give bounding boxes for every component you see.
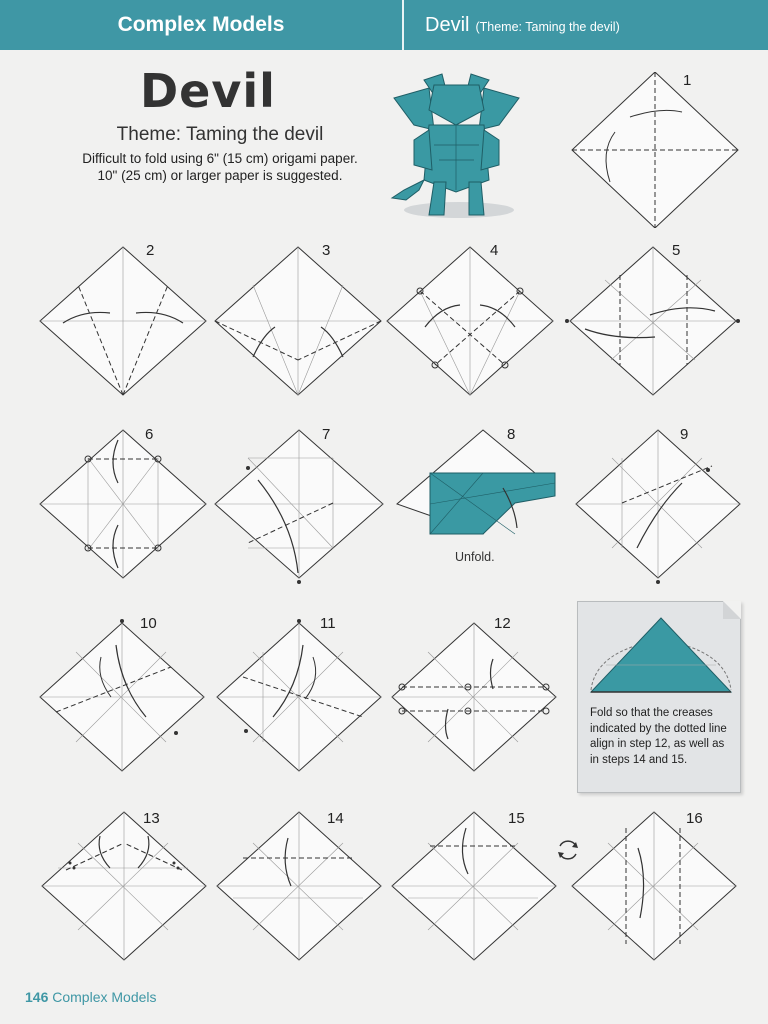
step-7-diagram bbox=[213, 428, 385, 586]
page-number: 146 bbox=[25, 989, 49, 1005]
step-number: 1 bbox=[683, 72, 692, 89]
step-1-diagram bbox=[570, 72, 740, 228]
footer-section: Complex Models bbox=[52, 989, 157, 1005]
difficulty-note bbox=[30, 150, 410, 184]
step-number: 9 bbox=[680, 426, 689, 443]
step-8-note: Unfold. bbox=[455, 550, 495, 564]
header-model-name: Devil bbox=[425, 13, 470, 36]
step-11-diagram bbox=[213, 617, 385, 775]
step-number: 12 bbox=[494, 615, 511, 632]
step-number: 8 bbox=[507, 426, 516, 443]
step-number: 10 bbox=[140, 615, 157, 632]
step-6-diagram bbox=[38, 428, 208, 580]
step-2-diagram bbox=[38, 245, 208, 397]
page-footer bbox=[25, 989, 157, 1005]
step-number: 5 bbox=[672, 242, 681, 259]
step-8-diagram bbox=[395, 428, 560, 540]
step-number: 3 bbox=[322, 242, 331, 259]
step-12-diagram bbox=[388, 617, 560, 775]
step-13-diagram bbox=[38, 808, 210, 966]
step-3-diagram bbox=[213, 245, 383, 397]
step-9-diagram bbox=[572, 428, 744, 586]
step-14-diagram bbox=[213, 808, 385, 966]
step-number: 15 bbox=[508, 810, 525, 827]
step-15-diagram bbox=[388, 808, 560, 966]
page-title: Devil bbox=[140, 64, 276, 118]
callout-text: Fold so that the creases indicated by the dotted line align in step 12, as well as in steps 14 and 15. bbox=[590, 707, 727, 766]
step-number: 16 bbox=[686, 810, 703, 827]
step-10-diagram bbox=[36, 617, 208, 775]
header-divider bbox=[402, 0, 404, 50]
header-section-title: Complex Models bbox=[117, 13, 285, 36]
step-number: 7 bbox=[322, 426, 331, 443]
step-number: 6 bbox=[145, 426, 154, 443]
step-4-diagram bbox=[385, 245, 555, 397]
step-number: 14 bbox=[327, 810, 344, 827]
step-5-diagram bbox=[565, 245, 740, 397]
devil-model-photo bbox=[384, 70, 529, 220]
difficulty-line-2: 10" (25 cm) or larger paper is suggested. bbox=[97, 168, 343, 183]
difficulty-line-1: Difficult to fold using 6" (15 cm) origami paper. bbox=[82, 151, 358, 166]
step-number: 4 bbox=[490, 242, 499, 259]
step-16-diagram bbox=[568, 808, 740, 966]
callout-diagram bbox=[586, 610, 736, 700]
header-model-title bbox=[425, 0, 620, 50]
page-header bbox=[0, 0, 768, 50]
step-number: 13 bbox=[143, 810, 160, 827]
step-number: 2 bbox=[146, 242, 155, 259]
theme-subtitle: Theme: Taming the devil bbox=[116, 124, 324, 145]
header-model-theme: (Theme: Taming the devil) bbox=[475, 20, 620, 34]
tip-callout bbox=[577, 601, 741, 793]
step-number: 11 bbox=[320, 615, 336, 632]
